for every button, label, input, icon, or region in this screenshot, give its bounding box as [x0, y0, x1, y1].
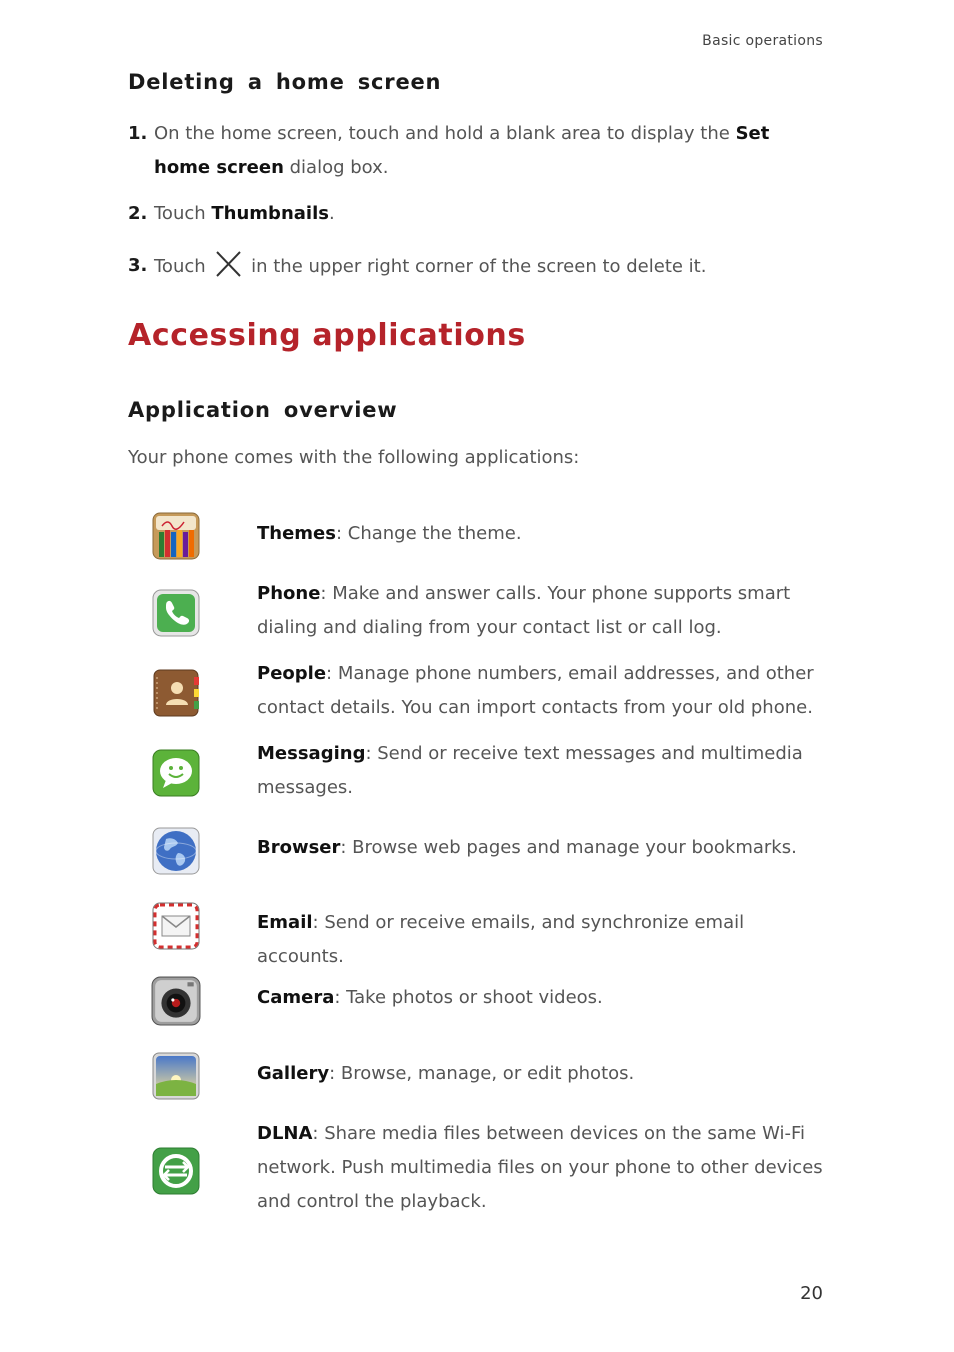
running-header: Basic operations [702, 33, 823, 49]
themes-icon [152, 512, 200, 560]
step-3 [128, 249, 828, 284]
messaging-icon [152, 749, 200, 797]
browser-icon [152, 827, 200, 875]
app-name: Themes [257, 523, 336, 544]
app-desc: : Share media files between devices on the same Wi-Fi network. Push multimedia files on your phone to other devices and control the playback. [257, 1123, 823, 1212]
app-description [257, 1057, 827, 1091]
section-title-delete: Deleting a home screen [128, 70, 442, 94]
app-description [257, 657, 827, 725]
app-name: Email [257, 912, 313, 933]
step-text: Touch [154, 203, 212, 224]
app-description [257, 981, 827, 1015]
app-desc: : Browse web pages and manage your bookmarks. [340, 837, 797, 858]
app-desc: : Send or receive text messages and multimedia messages. [257, 743, 803, 798]
step-text: dialog box. [283, 157, 389, 178]
app-desc: : Manage phone numbers, email addresses, and other contact details. You can import contacts from your old phone. [257, 663, 814, 718]
app-name: DLNA [257, 1123, 313, 1144]
app-name: Camera [257, 987, 335, 1008]
app-desc: : Browse, manage, or edit photos. [329, 1063, 635, 1084]
phone-icon [152, 589, 200, 637]
gallery-icon [152, 1052, 200, 1100]
app-name: Browser [257, 837, 341, 858]
step-number: 1. [128, 123, 148, 144]
app-desc: : Take photos or shoot videos. [334, 987, 603, 1008]
app-name: People [257, 663, 327, 684]
step-bold-text: Set home screen [154, 123, 770, 178]
app-description [257, 577, 827, 645]
close-icon [211, 249, 245, 279]
main-heading: Accessing applications [128, 318, 526, 353]
app-description [257, 517, 827, 551]
email-icon [152, 902, 200, 950]
app-desc: : Change the theme. [335, 523, 522, 544]
dlna-icon [152, 1147, 200, 1195]
camera-icon [151, 976, 201, 1026]
step-2 [128, 197, 828, 231]
app-description [257, 737, 827, 805]
app-name: Messaging [257, 743, 366, 764]
step-text: . [328, 203, 335, 224]
intro-text: Your phone comes with the following applications: [128, 447, 580, 468]
step-text: in the upper right corner of the screen to delete it. [245, 256, 707, 277]
step-bold-text: Thumbnails [211, 203, 329, 224]
app-description [257, 1117, 827, 1219]
app-name: Gallery [257, 1063, 330, 1084]
app-desc: : Send or receive emails, and synchronize email accounts. [257, 912, 745, 967]
step-number: 2. [128, 203, 148, 224]
app-name: Phone [257, 583, 321, 604]
app-description [257, 831, 827, 865]
section-title-overview: Application overview [128, 398, 398, 422]
page-number: 20 [800, 1283, 823, 1304]
step-text: Touch [154, 256, 212, 277]
people-icon [152, 669, 200, 717]
app-desc: : Make and answer calls. Your phone supports smart dialing and dialing from your contact list or call log. [257, 583, 791, 638]
app-description [257, 906, 827, 974]
step-text: On the home screen, touch and hold a blank area to display the [154, 123, 736, 144]
step-1 [128, 117, 828, 185]
step-number: 3. [128, 255, 148, 276]
